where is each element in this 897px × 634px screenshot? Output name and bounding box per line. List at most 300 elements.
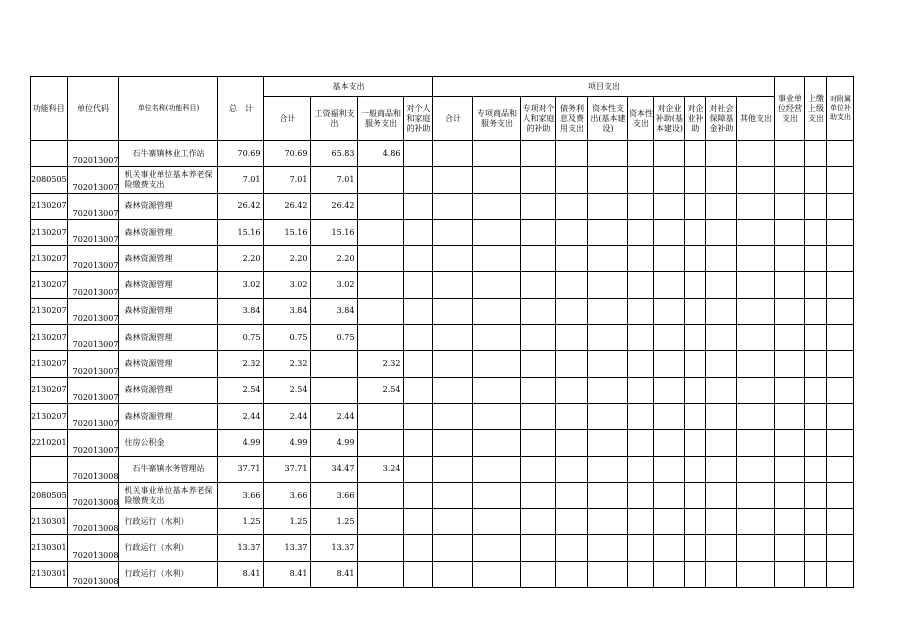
- empty-cell: [654, 219, 685, 245]
- func-subject-cell: 2130207: [31, 193, 68, 219]
- empty-cell: [521, 377, 556, 403]
- empty-cell: [521, 430, 556, 456]
- empty-cell: [473, 325, 521, 351]
- empty-cell: [628, 141, 654, 167]
- empty-cell: [827, 167, 854, 193]
- empty-cell: [737, 509, 775, 535]
- empty-cell: [556, 246, 588, 272]
- empty-cell: [521, 141, 556, 167]
- empty-cell: [685, 561, 706, 587]
- empty-cell: [404, 482, 433, 508]
- goods-services-cell: [358, 246, 404, 272]
- empty-cell: [521, 561, 556, 587]
- unit-name-cell: 森林资源管理: [119, 403, 218, 429]
- empty-cell: [827, 193, 854, 219]
- empty-cell: [706, 298, 737, 324]
- empty-cell: [588, 298, 628, 324]
- salary-cell: [311, 377, 358, 403]
- empty-cell: [805, 141, 827, 167]
- empty-cell: [521, 403, 556, 429]
- empty-cell: [521, 351, 556, 377]
- empty-cell: [775, 219, 805, 245]
- func-subject-cell: 2130207: [31, 298, 68, 324]
- empty-cell: [521, 509, 556, 535]
- unit-name-cell: 机关事业单位基本养老保险缴费支出: [119, 167, 218, 193]
- empty-cell: [827, 509, 854, 535]
- empty-cell: [737, 561, 775, 587]
- empty-cell: [556, 535, 588, 561]
- header-project-capital: 资本性支出: [628, 97, 654, 141]
- empty-cell: [473, 141, 521, 167]
- goods-services-cell: [358, 430, 404, 456]
- total-cell: 2.32: [218, 351, 264, 377]
- empty-cell: [404, 141, 433, 167]
- empty-cell: [775, 403, 805, 429]
- table-row: [31, 246, 854, 272]
- empty-cell: [706, 509, 737, 535]
- empty-cell: [588, 535, 628, 561]
- empty-cell: [827, 482, 854, 508]
- total-cell: 3.02: [218, 272, 264, 298]
- table-row: [31, 403, 854, 429]
- header-project-enterprise: 对企业补助: [685, 97, 706, 141]
- empty-cell: [827, 272, 854, 298]
- salary-cell: 65.83: [311, 141, 358, 167]
- empty-cell: [737, 403, 775, 429]
- empty-cell: [737, 456, 775, 482]
- empty-cell: [556, 325, 588, 351]
- empty-cell: [685, 377, 706, 403]
- empty-cell: [775, 298, 805, 324]
- salary-cell: 4.99: [311, 430, 358, 456]
- empty-cell: [628, 193, 654, 219]
- empty-cell: [654, 351, 685, 377]
- empty-cell: [588, 403, 628, 429]
- table-row: [31, 482, 854, 508]
- goods-services-cell: [358, 219, 404, 245]
- empty-cell: [521, 246, 556, 272]
- empty-cell: [805, 509, 827, 535]
- total-cell: 1.25: [218, 509, 264, 535]
- unit-name-cell: 石牛寨镇林业工作站: [119, 141, 218, 167]
- empty-cell: [685, 246, 706, 272]
- empty-cell: [775, 377, 805, 403]
- unit-code-cell: 702013007: [67, 246, 119, 272]
- header-unit-name: 单位名称(功能科目): [119, 77, 218, 141]
- goods-services-cell: [358, 272, 404, 298]
- empty-cell: [805, 561, 827, 587]
- goods-services-cell: [358, 403, 404, 429]
- empty-cell: [628, 246, 654, 272]
- empty-cell: [404, 403, 433, 429]
- func-subject-cell: 2130207: [31, 325, 68, 351]
- salary-cell: 2.44: [311, 403, 358, 429]
- empty-cell: [737, 325, 775, 351]
- func-subject-cell: 2130207: [31, 403, 68, 429]
- empty-cell: [685, 193, 706, 219]
- empty-cell: [737, 351, 775, 377]
- unit-name-cell: 石牛寨镇水务管理站: [119, 456, 218, 482]
- unit-code-cell: 702013007: [67, 351, 119, 377]
- empty-cell: [706, 403, 737, 429]
- empty-cell: [827, 377, 854, 403]
- empty-cell: [775, 456, 805, 482]
- empty-cell: [556, 482, 588, 508]
- empty-cell: [556, 351, 588, 377]
- empty-cell: [685, 272, 706, 298]
- goods-services-cell: [358, 509, 404, 535]
- empty-cell: [521, 193, 556, 219]
- header-project-other: 其他支出: [737, 97, 775, 141]
- empty-cell: [775, 193, 805, 219]
- total-cell: 3.84: [218, 298, 264, 324]
- salary-cell: 0.75: [311, 325, 358, 351]
- empty-cell: [706, 272, 737, 298]
- basic-total-cell: 13.37: [264, 535, 311, 561]
- empty-cell: [654, 430, 685, 456]
- table-row: [31, 272, 854, 298]
- empty-cell: [654, 403, 685, 429]
- goods-services-cell: 4.86: [358, 141, 404, 167]
- empty-cell: [628, 219, 654, 245]
- header-project-expenditure: 项目支出: [433, 77, 775, 97]
- empty-cell: [737, 272, 775, 298]
- unit-code-cell: 702013007: [67, 141, 119, 167]
- empty-cell: [404, 193, 433, 219]
- empty-cell: [521, 167, 556, 193]
- empty-cell: [737, 377, 775, 403]
- table-row: [31, 509, 854, 535]
- empty-cell: [706, 482, 737, 508]
- header-unit-code: 单位代码: [67, 77, 119, 141]
- empty-cell: [706, 167, 737, 193]
- empty-cell: [628, 535, 654, 561]
- salary-cell: 8.41: [311, 561, 358, 587]
- empty-cell: [805, 403, 827, 429]
- total-cell: 2.54: [218, 377, 264, 403]
- empty-cell: [685, 482, 706, 508]
- empty-cell: [588, 325, 628, 351]
- unit-name-cell: 森林资源管理: [119, 246, 218, 272]
- func-subject-cell: 2130301: [31, 561, 68, 587]
- empty-cell: [433, 298, 473, 324]
- empty-cell: [556, 377, 588, 403]
- empty-cell: [556, 219, 588, 245]
- empty-cell: [473, 430, 521, 456]
- unit-code-cell: 702013008: [67, 456, 119, 482]
- unit-name-cell: 行政运行（水利）: [119, 535, 218, 561]
- empty-cell: [556, 193, 588, 219]
- empty-cell: [556, 272, 588, 298]
- empty-cell: [654, 377, 685, 403]
- empty-cell: [827, 430, 854, 456]
- goods-services-cell: [358, 482, 404, 508]
- empty-cell: [628, 351, 654, 377]
- table-body: [31, 141, 854, 588]
- empty-cell: [404, 561, 433, 587]
- empty-cell: [654, 509, 685, 535]
- unit-name-cell: 森林资源管理: [119, 272, 218, 298]
- empty-cell: [556, 403, 588, 429]
- empty-cell: [805, 377, 827, 403]
- unit-code-cell: 702013007: [67, 403, 119, 429]
- empty-cell: [473, 377, 521, 403]
- total-cell: 26.42: [218, 193, 264, 219]
- empty-cell: [556, 430, 588, 456]
- table-row: [31, 351, 854, 377]
- empty-cell: [706, 377, 737, 403]
- empty-cell: [588, 482, 628, 508]
- empty-cell: [805, 430, 827, 456]
- total-cell: 2.20: [218, 246, 264, 272]
- empty-cell: [685, 430, 706, 456]
- empty-cell: [473, 561, 521, 587]
- empty-cell: [654, 272, 685, 298]
- empty-cell: [685, 535, 706, 561]
- basic-total-cell: 8.41: [264, 561, 311, 587]
- empty-cell: [433, 351, 473, 377]
- basic-total-cell: 4.99: [264, 430, 311, 456]
- empty-cell: [706, 193, 737, 219]
- empty-cell: [737, 167, 775, 193]
- empty-cell: [775, 325, 805, 351]
- empty-cell: [685, 325, 706, 351]
- header-project-family: 专项对个人和家庭的补助: [521, 97, 556, 141]
- empty-cell: [805, 482, 827, 508]
- unit-code-cell: 702013007: [67, 193, 119, 219]
- func-subject-cell: 2080505: [31, 482, 68, 508]
- basic-total-cell: 70.69: [264, 141, 311, 167]
- empty-cell: [775, 141, 805, 167]
- empty-cell: [706, 456, 737, 482]
- empty-cell: [628, 482, 654, 508]
- empty-cell: [805, 193, 827, 219]
- empty-cell: [588, 193, 628, 219]
- empty-cell: [588, 141, 628, 167]
- basic-total-cell: 2.32: [264, 351, 311, 377]
- basic-total-cell: 7.01: [264, 167, 311, 193]
- empty-cell: [628, 509, 654, 535]
- goods-services-cell: [358, 298, 404, 324]
- empty-cell: [588, 561, 628, 587]
- empty-cell: [737, 298, 775, 324]
- empty-cell: [737, 535, 775, 561]
- empty-cell: [737, 193, 775, 219]
- unit-code-cell: 702013008: [67, 535, 119, 561]
- empty-cell: [685, 351, 706, 377]
- empty-cell: [473, 535, 521, 561]
- empty-cell: [628, 167, 654, 193]
- basic-total-cell: 0.75: [264, 325, 311, 351]
- total-cell: 4.99: [218, 430, 264, 456]
- empty-cell: [433, 272, 473, 298]
- func-subject-cell: 2130207: [31, 219, 68, 245]
- unit-code-cell: 702013007: [67, 272, 119, 298]
- empty-cell: [737, 482, 775, 508]
- basic-total-cell: 1.25: [264, 509, 311, 535]
- unit-name-cell: 森林资源管理: [119, 351, 218, 377]
- empty-cell: [404, 272, 433, 298]
- empty-cell: [628, 456, 654, 482]
- empty-cell: [805, 272, 827, 298]
- empty-cell: [737, 141, 775, 167]
- header-upper-payment: 上缴上级支出: [805, 77, 827, 141]
- empty-cell: [556, 561, 588, 587]
- empty-cell: [433, 430, 473, 456]
- empty-cell: [473, 509, 521, 535]
- total-cell: 15.16: [218, 219, 264, 245]
- unit-name-cell: 行政运行（水利）: [119, 561, 218, 587]
- empty-cell: [404, 351, 433, 377]
- empty-cell: [473, 456, 521, 482]
- empty-cell: [706, 325, 737, 351]
- empty-cell: [628, 430, 654, 456]
- basic-total-cell: 37.71: [264, 456, 311, 482]
- func-subject-cell: 2130301: [31, 535, 68, 561]
- goods-services-cell: [358, 561, 404, 587]
- header-project-enterprise-construction: 对企业补助(基本建设): [654, 97, 685, 141]
- empty-cell: [433, 482, 473, 508]
- empty-cell: [404, 246, 433, 272]
- empty-cell: [521, 325, 556, 351]
- table-row: [31, 219, 854, 245]
- table-row: [31, 456, 854, 482]
- empty-cell: [521, 298, 556, 324]
- empty-cell: [521, 219, 556, 245]
- empty-cell: [556, 456, 588, 482]
- empty-cell: [404, 167, 433, 193]
- unit-code-cell: 702013007: [67, 430, 119, 456]
- empty-cell: [654, 298, 685, 324]
- total-cell: 0.75: [218, 325, 264, 351]
- empty-cell: [805, 351, 827, 377]
- empty-cell: [654, 561, 685, 587]
- empty-cell: [775, 167, 805, 193]
- header-basic-expenditure: 基本支出: [264, 77, 433, 97]
- unit-code-cell: 702013007: [67, 298, 119, 324]
- unit-name-cell: 机关事业单位基本养老保险缴费支出: [119, 482, 218, 508]
- empty-cell: [685, 509, 706, 535]
- empty-cell: [827, 535, 854, 561]
- empty-cell: [737, 430, 775, 456]
- empty-cell: [706, 535, 737, 561]
- empty-cell: [433, 456, 473, 482]
- unit-code-cell: 702013007: [67, 377, 119, 403]
- empty-cell: [685, 219, 706, 245]
- goods-services-cell: [358, 535, 404, 561]
- func-subject-cell: 2130207: [31, 246, 68, 272]
- empty-cell: [827, 325, 854, 351]
- empty-cell: [775, 351, 805, 377]
- empty-cell: [628, 325, 654, 351]
- unit-name-cell: 住房公积金: [119, 430, 218, 456]
- table-row: [31, 193, 854, 219]
- table-row: [31, 167, 854, 193]
- empty-cell: [827, 246, 854, 272]
- salary-cell: 2.20: [311, 246, 358, 272]
- basic-total-cell: 3.66: [264, 482, 311, 508]
- goods-services-cell: 2.32: [358, 351, 404, 377]
- empty-cell: [588, 167, 628, 193]
- unit-code-cell: 702013008: [67, 509, 119, 535]
- empty-cell: [473, 351, 521, 377]
- empty-cell: [654, 246, 685, 272]
- empty-cell: [404, 377, 433, 403]
- salary-cell: 34.47: [311, 456, 358, 482]
- empty-cell: [473, 272, 521, 298]
- salary-cell: 3.84: [311, 298, 358, 324]
- empty-cell: [628, 272, 654, 298]
- salary-cell: 15.16: [311, 219, 358, 245]
- empty-cell: [685, 456, 706, 482]
- header-basic-family: 对个人和家庭的补助: [404, 97, 433, 141]
- salary-cell: 3.02: [311, 272, 358, 298]
- total-cell: 2.44: [218, 403, 264, 429]
- unit-name-cell: 森林资源管理: [119, 219, 218, 245]
- total-cell: 37.71: [218, 456, 264, 482]
- empty-cell: [628, 298, 654, 324]
- empty-cell: [521, 272, 556, 298]
- empty-cell: [685, 167, 706, 193]
- empty-cell: [433, 377, 473, 403]
- empty-cell: [433, 246, 473, 272]
- empty-cell: [654, 482, 685, 508]
- empty-cell: [556, 509, 588, 535]
- table-row: [31, 141, 854, 167]
- unit-name-cell: 森林资源管理: [119, 377, 218, 403]
- salary-cell: 3.66: [311, 482, 358, 508]
- unit-name-cell: 森林资源管理: [119, 193, 218, 219]
- empty-cell: [805, 219, 827, 245]
- total-cell: 70.69: [218, 141, 264, 167]
- empty-cell: [556, 298, 588, 324]
- empty-cell: [775, 561, 805, 587]
- empty-cell: [404, 456, 433, 482]
- func-subject-cell: [31, 456, 68, 482]
- header-project-social-security: 对社会保障基金补助: [706, 97, 737, 141]
- empty-cell: [805, 246, 827, 272]
- basic-total-cell: 26.42: [264, 193, 311, 219]
- total-cell: 3.66: [218, 482, 264, 508]
- empty-cell: [654, 141, 685, 167]
- empty-cell: [404, 219, 433, 245]
- empty-cell: [433, 193, 473, 219]
- table-row: [31, 430, 854, 456]
- empty-cell: [628, 561, 654, 587]
- basic-total-cell: 15.16: [264, 219, 311, 245]
- empty-cell: [827, 403, 854, 429]
- header-total: 总 计: [218, 77, 264, 141]
- empty-cell: [588, 509, 628, 535]
- empty-cell: [827, 456, 854, 482]
- empty-cell: [706, 141, 737, 167]
- salary-cell: 13.37: [311, 535, 358, 561]
- header-project-total: 合计: [433, 97, 473, 141]
- goods-services-cell: 3.24: [358, 456, 404, 482]
- empty-cell: [404, 535, 433, 561]
- total-cell: 8.41: [218, 561, 264, 587]
- empty-cell: [404, 298, 433, 324]
- empty-cell: [775, 535, 805, 561]
- empty-cell: [737, 246, 775, 272]
- empty-cell: [433, 403, 473, 429]
- func-subject-cell: 2130207: [31, 272, 68, 298]
- salary-cell: 1.25: [311, 509, 358, 535]
- empty-cell: [433, 561, 473, 587]
- unit-name-cell: 森林资源管理: [119, 325, 218, 351]
- empty-cell: [556, 167, 588, 193]
- empty-cell: [588, 377, 628, 403]
